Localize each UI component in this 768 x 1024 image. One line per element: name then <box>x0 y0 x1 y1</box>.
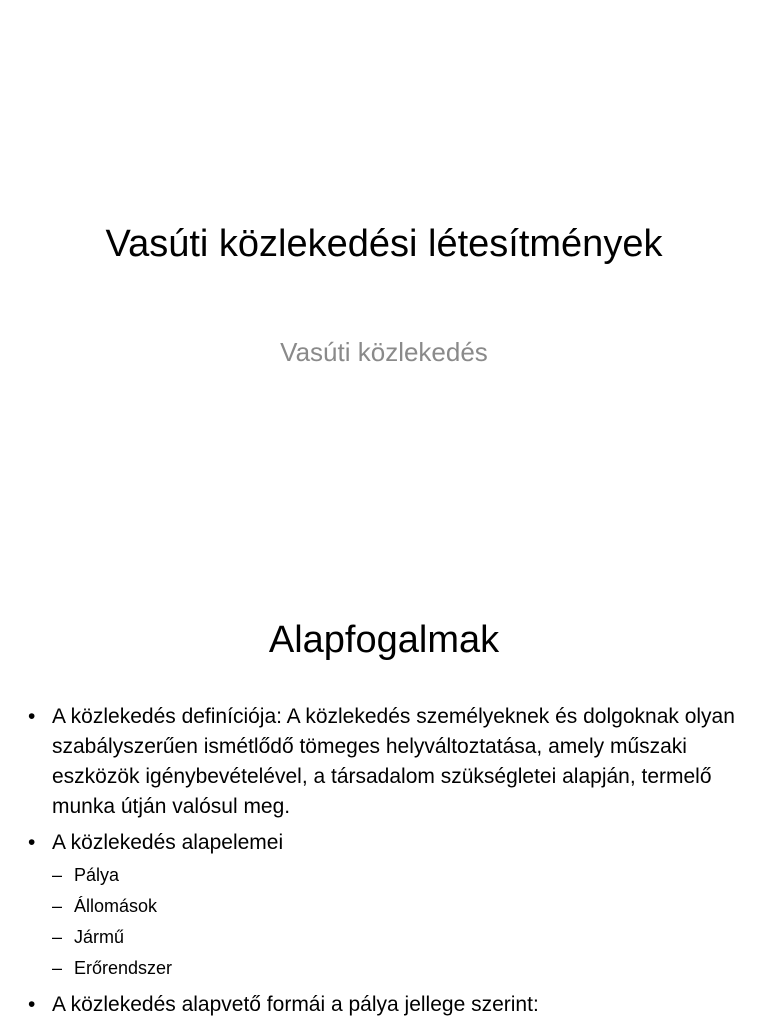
sub-item-text: Pálya <box>74 865 120 885</box>
sub-item-erorendszer <box>52 953 748 984</box>
content-slide-title: Alapfogalmak <box>268 619 500 661</box>
dash-icon: – <box>52 927 63 947</box>
sub-item-jarmu <box>52 922 748 953</box>
bullet-list <box>28 702 748 1024</box>
sub-item-text: Állomások <box>74 896 158 916</box>
sub-item-palya <box>52 860 748 891</box>
list-item-definition <box>28 702 748 822</box>
bullet-icon: • <box>28 705 36 728</box>
sub-item-allomasok <box>52 891 748 922</box>
bullet-icon: • <box>28 831 36 854</box>
slide-subtitle: Vasúti közlekedés <box>280 337 488 367</box>
dash-icon: – <box>52 958 63 978</box>
list-item-text: A közlekedés definíciója: A közlekedés személyeknek és dolgoknak olyan szabályszerűen ismétlődő tömeges helyváltoztatása, amely műszaki eszközök igénybevételével, a társadalom szükségletei alapján, termelő munka útján valósul meg. <box>52 705 735 818</box>
sub-item-text: Erőrendszer <box>74 958 173 978</box>
list-item-text: A közlekedés alapvető formái a pálya jellege szerint: <box>52 993 539 1016</box>
list-item-text: A közlekedés alapelemei <box>52 831 284 854</box>
bullet-icon: • <box>28 993 36 1016</box>
dash-icon: – <box>52 865 63 885</box>
list-item-forms <box>28 990 748 1020</box>
list-item-elements <box>28 828 748 984</box>
dash-icon: – <box>52 896 63 916</box>
content-slide <box>0 576 768 1024</box>
sub-list <box>52 860 748 984</box>
sub-item-text: Jármű <box>74 927 125 947</box>
slide-title: Vasúti közlekedési létesítmények <box>105 223 663 265</box>
